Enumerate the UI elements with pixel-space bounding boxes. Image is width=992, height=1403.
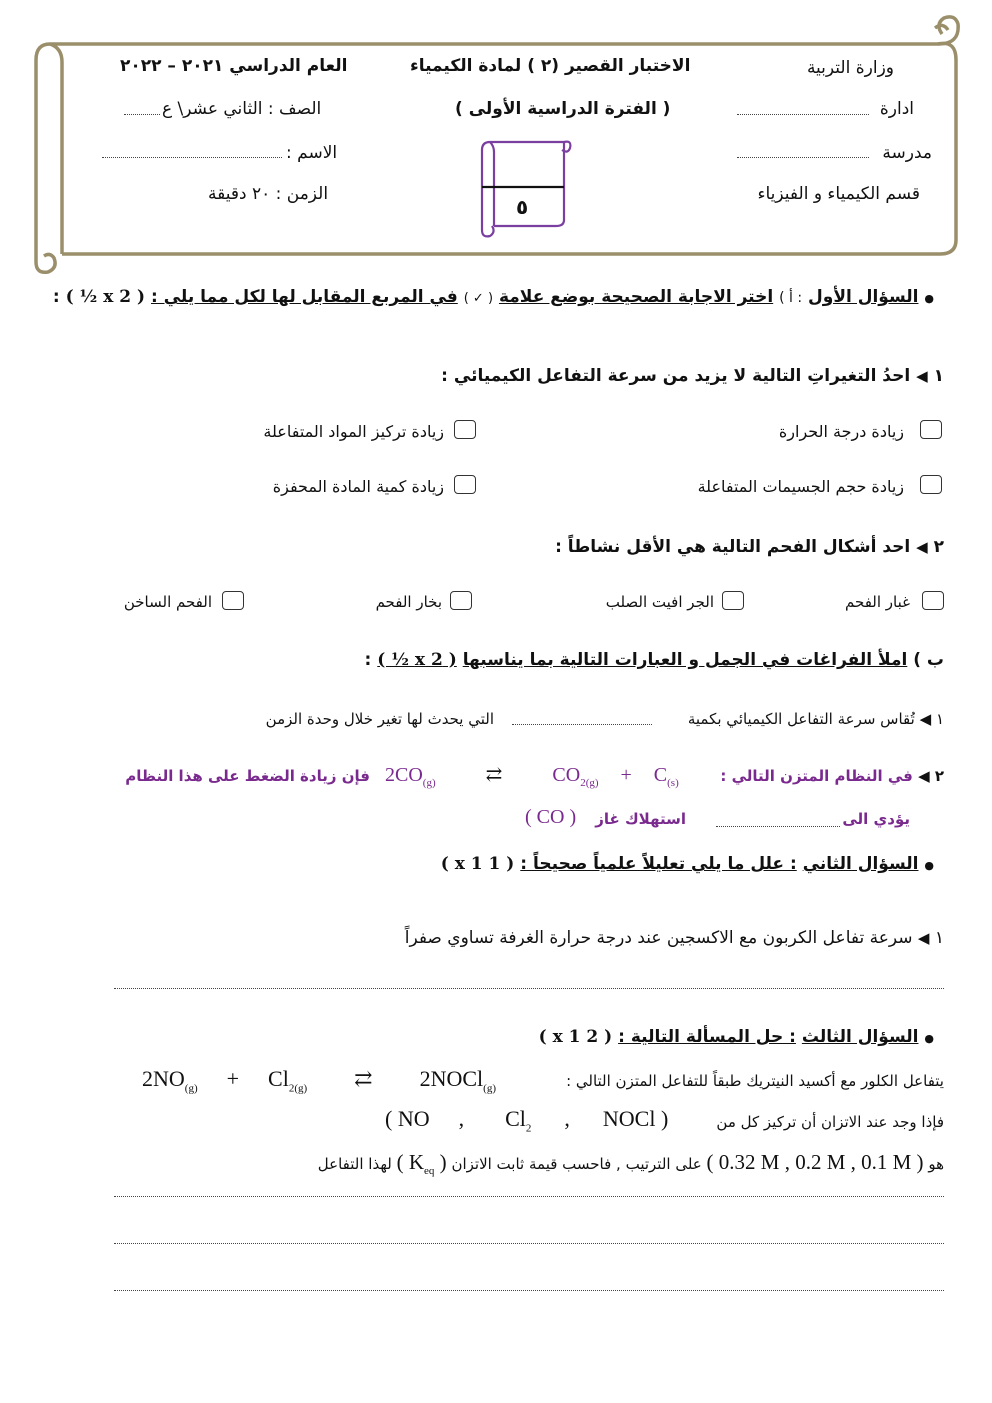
- q1-fill2-text-before: في النظام المتزن التالي :: [720, 767, 913, 785]
- q1-fill2-text-after: فإن زيادة الضغط على هذا النظام: [125, 767, 370, 785]
- option-checkbox[interactable]: [454, 475, 476, 494]
- option-checkbox[interactable]: [222, 591, 244, 610]
- exam-period: ( الفترة الدراسية الأولى ): [455, 99, 671, 119]
- q3-title: السؤال الثالث: [801, 1027, 919, 1047]
- q3-species-sep1: ,: [458, 1106, 465, 1131]
- q3-line2: فإذا وجد عند الاتزان أن تركيز كل من: [716, 1113, 944, 1131]
- q2-score: ( 1 x 1 ): [440, 854, 515, 874]
- q3-eq-nocl: 2NOCl: [419, 1066, 484, 1091]
- q1-part-b-heading: ب ) املأ الفراغات في الجمل و العبارات التالية بما يناسبها ( 2 x ½ ) :: [364, 650, 944, 670]
- q3-line3-end: على الترتيب , فاحسب قيمة ثابت الاتزان: [451, 1155, 702, 1173]
- option-checkbox[interactable]: [922, 591, 944, 610]
- q3-species-nocl: NOCl ): [602, 1106, 669, 1131]
- q3-line3-tail: لهذا التفاعل: [317, 1155, 392, 1173]
- q3-eq-no-state: (g): [184, 1082, 198, 1095]
- school-blank: [737, 157, 869, 158]
- chevron-icon: ◀: [917, 929, 930, 947]
- q3-line3-start: هو: [928, 1155, 944, 1173]
- q1-fill1-blank[interactable]: [512, 724, 652, 725]
- q1-part-b-instruction: املأ الفراغات في الجمل و العبارات التالية بما يناسبها: [462, 650, 908, 670]
- q1-heading: ● السؤال الأول : أ ) اختر الاجابة الصحيحة بوضع علامة ( ✓ ) في المربع المقابل لها لكل مما يلي : ( 2 x ½ ) :: [52, 287, 934, 307]
- q1-item1-text: احدُ التغيراتِ التالية لا يزيد من سرعة التفاعل الكيميائي :: [441, 366, 911, 386]
- q3-instruction: : حل المسألة التالية :: [618, 1027, 796, 1047]
- q1-fill1: [688, 710, 944, 728]
- q1-item1-number: ١: [933, 366, 944, 386]
- eq-reactant-co2-state: 2(g): [580, 777, 599, 789]
- q1-fill2-line2-before: يؤدي الى: [842, 810, 910, 828]
- q3-line1: يتفاعل الكلور مع أكسيد النيتريك طبقاً للتفاعل المتزن التالي :: [566, 1072, 944, 1090]
- q2-instruction: : علل ما يلي تعليلاً علمياً صحيحاً :: [520, 854, 797, 874]
- q2-title: السؤال الثاني: [802, 854, 919, 874]
- q1-fill2-number: ٢: [934, 767, 944, 785]
- option-checkbox[interactable]: [450, 591, 472, 610]
- q1-part-b-score: ( 2 x ½ ): [377, 650, 457, 670]
- q3-keq-sub: eq: [424, 1165, 435, 1178]
- equilibrium-arrow-icon: ⇄: [485, 764, 503, 786]
- q1-fill2-line2-after: استهلاك غاز: [595, 810, 686, 828]
- school-label: مدرسة: [882, 143, 932, 163]
- q1-item2-text: احد أشكال الفحم التالية هي الأقل نشاطاً :: [555, 537, 911, 557]
- q1-item1-option4: زيادة كمية المادة المحفزة: [272, 477, 444, 496]
- q3-species-cl-sub: 2: [525, 1122, 532, 1135]
- q1-item2-option2: الجر افيت الصلب: [605, 593, 714, 611]
- grade-label: الصف : الثاني عشر\ ع: [162, 99, 322, 119]
- q3-species: [385, 1106, 668, 1134]
- eq-reactant-co2: CO: [552, 764, 581, 786]
- q3-eq-cl2-state: 2(g): [288, 1082, 308, 1095]
- option-checkbox[interactable]: [920, 475, 942, 494]
- eq-reactant-c-state: (s): [667, 777, 679, 789]
- q1-fill1-text-after: التي يحدث لها تغير خلال وحدة الزمن: [265, 710, 494, 728]
- time-label: الزمن : ٢٠ دقيقة: [208, 184, 329, 204]
- q1-fill1-number: ١: [935, 710, 944, 728]
- chevron-icon: ◀: [918, 767, 930, 785]
- q1-fill2-equation: [385, 762, 679, 789]
- q2-item1-number: ١: [934, 928, 944, 948]
- q3-answer-line[interactable]: [114, 1243, 944, 1244]
- q1-part-a-label: : أ ): [779, 290, 803, 306]
- q1-part-a-instruction-2: في المربع المقابل لها لكل مما يلي :: [151, 287, 458, 307]
- eq-plus: +: [620, 764, 632, 786]
- q2-item1: [405, 928, 944, 948]
- score-box-frame: [472, 134, 576, 242]
- q3-eq-nocl-state: (g): [483, 1082, 496, 1095]
- option-checkbox[interactable]: [454, 420, 476, 439]
- q1-item1-option1: زيادة درجة الحرارة: [778, 422, 904, 441]
- q1-part-a-score: ( 2 x ½ ): [65, 287, 146, 307]
- q1-fill1-text-before: تُقاس سرعة التفاعل الكيميائي بكمية: [687, 710, 915, 728]
- q1-part-b-label: ب ): [913, 650, 944, 670]
- q3-species-sep2: ,: [564, 1106, 570, 1131]
- q3-concentrations: ( 0.32 M , 0.2 M , 0.1 M ): [706, 1150, 924, 1174]
- q3-species-cl: Cl: [505, 1106, 526, 1131]
- q1-item1: [441, 366, 944, 386]
- q3-line3: [318, 1150, 944, 1177]
- chevron-icon: ◀: [919, 710, 932, 728]
- q1-part-a-instruction: اختر الاجابة الصحيحة بوضع علامة: [498, 287, 774, 307]
- department-label: قسم الكيمياء و الفيزياء: [757, 184, 920, 204]
- q3-eq-cl2: Cl: [268, 1066, 289, 1091]
- q3-answer-line[interactable]: [114, 1290, 944, 1291]
- grade-blank: [124, 114, 160, 115]
- equilibrium-arrow-icon: ⇄: [354, 1066, 373, 1091]
- chevron-icon: ◀: [916, 367, 928, 385]
- q3-heading: ● السؤال الثالث : حل المسألة التالية : ( 2 x 1 ): [538, 1027, 934, 1047]
- q3-answer-line[interactable]: [114, 1196, 944, 1197]
- q1-item2-number: ٢: [933, 537, 944, 557]
- chevron-icon: ◀: [916, 538, 928, 556]
- option-checkbox[interactable]: [722, 591, 744, 610]
- q2-item1-text: سرعة تفاعل الكربون مع الاكسجين عند درجة حرارة الغرفة تساوي صفراً: [404, 928, 913, 948]
- q1-item1-option2: زيادة تركيز المواد المتفاعلة: [263, 422, 444, 441]
- q3-eq-no: 2NO: [142, 1066, 185, 1091]
- eq-product-state: (g): [422, 777, 436, 789]
- q1-item2-option1: غبار الفحم: [845, 593, 910, 611]
- q3-keq: [396, 1150, 447, 1178]
- eq-product: 2CO: [385, 764, 423, 786]
- q2-heading: ● السؤال الثاني : علل ما يلي تعليلاً علمياً صحيحاً : ( 1 x 1 ): [440, 854, 934, 874]
- name-label: الاسم :: [286, 143, 338, 163]
- q1-fill2-gas: ( CO ): [525, 806, 577, 828]
- academic-year: العام الدراسي ٢٠٢١ – ٢٠٢٢: [120, 56, 348, 76]
- option-checkbox[interactable]: [920, 420, 942, 439]
- eq-reactant-c: C: [653, 764, 668, 786]
- exam-title: الاختبار القصير (٢ ) لمادة الكيمياء: [410, 56, 691, 76]
- q1-item2-option3: بخار الفحم: [375, 593, 442, 611]
- q3-eq-plus: +: [226, 1066, 240, 1091]
- administration-label: ادارة: [879, 99, 914, 119]
- total-score: ٥: [516, 195, 529, 219]
- q1-item2: [555, 537, 944, 557]
- ministry-label: وزارة التربية: [806, 58, 894, 78]
- q1-item2-option4: الفحم الساخن: [123, 593, 212, 611]
- q3-species-no: ( NO: [385, 1106, 430, 1131]
- q2-answer-line[interactable]: [114, 988, 944, 989]
- q3-keq-k: ( K: [396, 1150, 425, 1174]
- q3-keq-end: ): [439, 1150, 447, 1174]
- name-blank: [102, 157, 282, 158]
- check-mark: ( ✓ ): [463, 291, 494, 306]
- q1-fill2-intro: [720, 767, 944, 785]
- q1-title: السؤال الأول: [808, 287, 919, 307]
- q1-fill2-blank[interactable]: [716, 826, 840, 827]
- q1-item1-option3: زيادة حجم الجسيمات المتفاعلة: [697, 477, 904, 496]
- administration-blank: [737, 114, 869, 115]
- q3-score: ( 2 x 1 ): [538, 1027, 613, 1047]
- q3-equation: [142, 1066, 496, 1094]
